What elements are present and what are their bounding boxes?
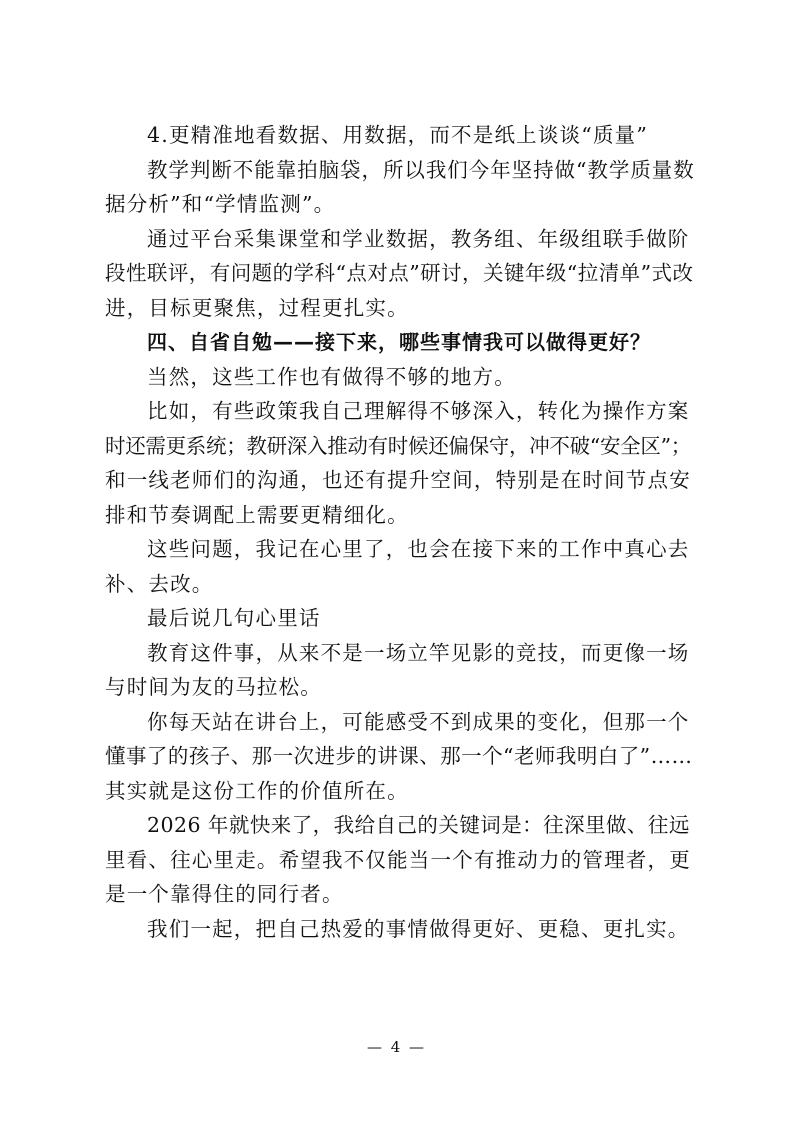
section-heading: 四、自省自勉——接下来，哪些事情我可以做得更好？ [147,330,651,354]
paragraph-line: 排和节奏调配上需要更精细化。 [105,502,409,527]
paragraph-line: 是一个靠得住的同行者。 [105,882,344,906]
paragraph-line: 比如，有些政策我自己理解得不够深入，转化为操作方案 [147,399,690,423]
paragraph-line: 教育这件事，从来不是一场立竿见影的竞技，而更像一场 [147,640,690,665]
paragraph-line: 里看、往心里走。希望我不仅能当一个有推动力的管理者，更 [105,847,691,872]
paragraph-line: 这些问题，我记在心里了，也会在接下来的工作中真心去 [147,537,690,561]
paragraph-line: 懂事了的孩子、那一次进步的讲课、那一个“老师我明白了”…… [105,744,693,768]
paragraph-line: 我们一起，把自己热爱的事情做得更好、更稳、更扎实。 [147,916,690,941]
paragraph-line: 通过平台采集课堂和学业数据，教务组、年级组联手做阶 [147,226,690,251]
paragraph-line: 时还需更系统；教研深入推动有时候还偏保守，冲不破“安全区”； [105,433,691,458]
section-item-title: 4.更精准地看数据、用数据，而不是纸上谈谈“质量” [147,123,649,147]
page-number: — 4 — [366,1038,427,1056]
paragraph-line: 其实就是这份工作的价值所在。 [105,778,409,803]
paragraph-line: 段性联评，有问题的学科“点对点”研讨，关键年级“拉清单”式改 [105,261,694,285]
document-body [105,118,695,946]
paragraph-line: 进，目标更聚焦，过程更扎实。 [105,295,409,320]
paragraph-line: 当然，这些工作也有做得不够的地方。 [147,364,516,389]
paragraph-line: 2026 年就快来了，我给自己的关键词是：往深里做、往远 [147,813,690,837]
paragraph-line: 据分析”和“学情监测”。 [105,192,336,216]
paragraph-line: 和一线老师们的沟通，也还有提升空间，特别是在时间节点安 [105,468,691,492]
subheading-line: 最后说几句心里话 [147,606,321,630]
paragraph-line: 你每天站在讲台上，可能感受不到成果的变化，但那一个 [147,709,690,734]
paragraph-line: 补、去改。 [105,571,214,596]
paragraph-line: 教学判断不能靠拍脑袋，所以我们今年坚持做“教学质量数 [147,157,695,182]
paragraph-line: 与时间为友的马拉松。 [105,675,322,699]
